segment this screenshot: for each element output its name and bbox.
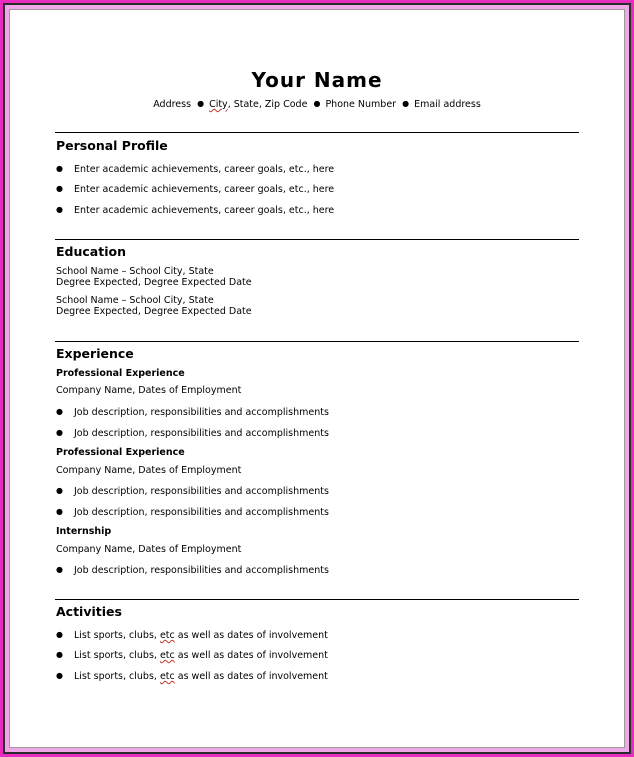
bullet-icon: ● <box>56 565 63 574</box>
section-divider <box>55 132 579 133</box>
list-item: ● List sports, clubs, etc as well as dates of involvement <box>56 650 328 661</box>
bullet-icon: ● <box>56 671 63 680</box>
section-divider <box>55 599 579 600</box>
contact-phone: Phone Number <box>325 99 397 110</box>
education-degree: Degree Expected, Degree Expected Date <box>56 306 252 317</box>
education-school: School Name – School City, State <box>56 295 214 306</box>
section-title-experience: Experience <box>56 346 134 361</box>
separator-dot-icon: ● <box>402 99 410 108</box>
job-role: Professional Experience <box>56 368 185 379</box>
bullet-icon: ● <box>56 630 63 639</box>
bullet-icon: ● <box>56 164 63 173</box>
contact-line <box>0 97 634 111</box>
list-item: ● Job description, responsibilities and accomplishments <box>56 565 329 576</box>
bullet-icon: ● <box>56 205 63 214</box>
list-item: ● Job description, responsibilities and accomplishments <box>56 507 329 518</box>
list-item: ● Job description, responsibilities and accomplishments <box>56 486 329 497</box>
contact-email: Email address <box>414 99 481 110</box>
job-role: Professional Experience <box>56 447 185 458</box>
resume-name: Your Name <box>251 68 383 92</box>
section-title-education: Education <box>56 244 126 259</box>
contact-city: City <box>209 99 228 110</box>
bullet-icon: ● <box>56 650 63 659</box>
section-title-activities: Activities <box>56 604 122 619</box>
list-item: ● Job description, responsibilities and accomplishments <box>56 428 329 439</box>
list-item: ● Enter academic achievements, career goals, etc., here <box>56 164 335 175</box>
job-company: Company Name, Dates of Employment <box>56 544 242 555</box>
job-company: Company Name, Dates of Employment <box>56 385 242 396</box>
list-item: ● Job description, responsibilities and accomplishments <box>56 407 329 418</box>
separator-dot-icon: ● <box>197 99 205 108</box>
bullet-icon: ● <box>56 507 63 516</box>
bullet-icon: ● <box>56 486 63 495</box>
list-item: ● List sports, clubs, etc as well as dates of involvement <box>56 671 328 682</box>
list-item: ● List sports, clubs, etc as well as dates of involvement <box>56 630 328 641</box>
separator-dot-icon: ● <box>313 99 321 108</box>
job-company: Company Name, Dates of Employment <box>56 465 242 476</box>
list-item: ● Enter academic achievements, career goals, etc., here <box>56 184 335 195</box>
contact-state-zip: , State, Zip Code <box>227 99 308 110</box>
section-divider <box>55 341 579 342</box>
education-school: School Name – School City, State <box>56 266 214 277</box>
section-divider <box>55 239 579 240</box>
bullet-icon: ● <box>56 184 63 193</box>
bullet-icon: ● <box>56 407 63 416</box>
education-degree: Degree Expected, Degree Expected Date <box>56 277 252 288</box>
job-role: Internship <box>56 526 112 537</box>
contact-address: Address <box>153 99 192 110</box>
bullet-icon: ● <box>56 428 63 437</box>
section-title-profile: Personal Profile <box>56 138 168 153</box>
list-item: ● Enter academic achievements, career goals, etc., here <box>56 205 335 216</box>
